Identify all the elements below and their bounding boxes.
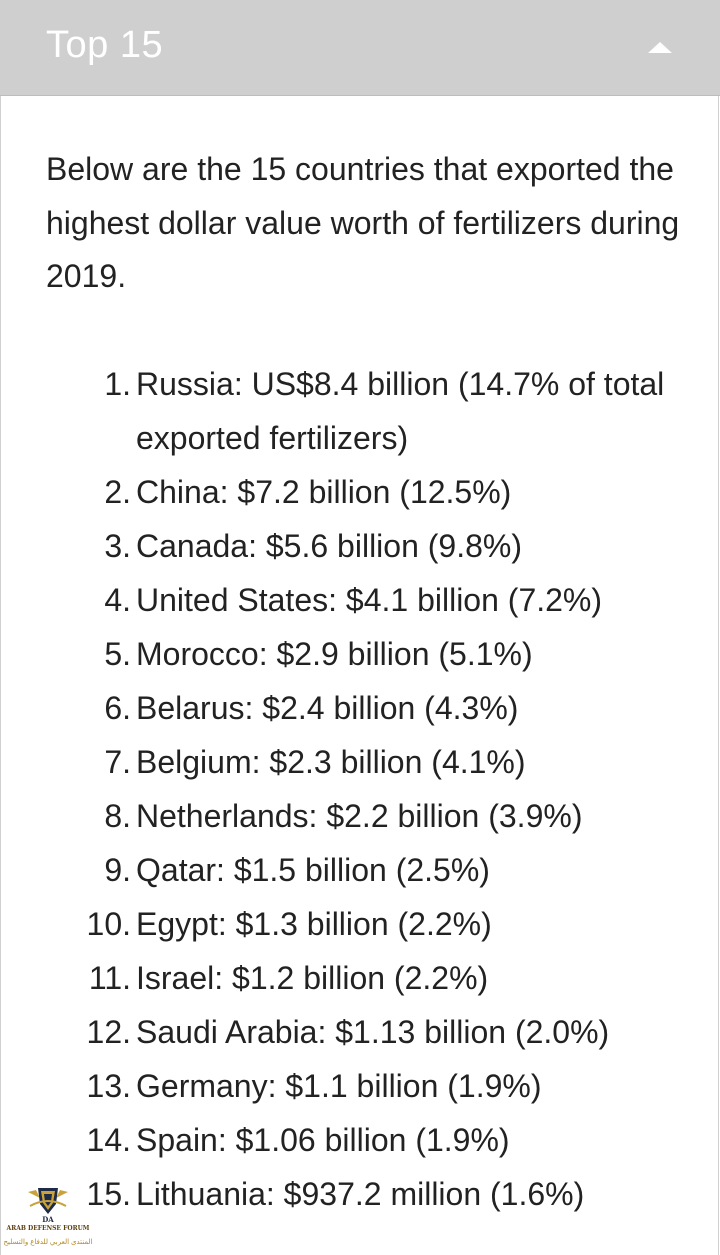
list-item-number: 15.	[86, 1176, 131, 1212]
list-item-text: Germany: $1.1 billion (1.9%)	[136, 1068, 542, 1104]
list-item-number: 2.	[104, 474, 131, 510]
list-item-number: 6.	[104, 690, 131, 726]
eagle-shield-logo	[26, 1184, 70, 1224]
list-item-number: 7.	[104, 744, 131, 780]
list-item-number: 5.	[104, 636, 131, 672]
watermark-brand: ARAB DEFENSE FORUM	[6, 1225, 90, 1232]
list-item	[0, 951, 720, 1005]
list-item-text: Spain: $1.06 billion (1.9%)	[136, 1122, 510, 1158]
chevron-up-icon	[640, 30, 680, 66]
list-item	[0, 843, 720, 897]
list-item-number: 14.	[86, 1122, 131, 1158]
collapse-button[interactable]	[640, 30, 680, 66]
list-item-text: Israel: $1.2 billion (2.2%)	[136, 960, 489, 996]
list-item	[0, 465, 720, 519]
intro-paragraph: Below are the 15 countries that exported the highest dollar value worth of fertilizers during 2019.	[46, 151, 680, 294]
list-item-number: 8.	[104, 798, 131, 834]
list-item-number: 11.	[88, 960, 131, 996]
list-item-number: 10.	[86, 906, 131, 942]
list-item	[0, 735, 720, 789]
ranking-list	[0, 357, 720, 1221]
list-item-text: Belarus: $2.4 billion (4.3%)	[136, 690, 519, 726]
list-item-number: 3.	[104, 528, 131, 564]
list-item-text: Qatar: $1.5 billion (2.5%)	[136, 852, 490, 888]
list-item-text: Canada: $5.6 billion (9.8%)	[136, 528, 523, 564]
list-item-text: Netherlands: $2.2 billion (3.9%)	[136, 798, 583, 834]
list-item-text: Russia: US$8.4 billion (14.7% of total exported fertilizers)	[136, 366, 665, 456]
list-item-text: Saudi Arabia: $1.13 billion (2.0%)	[136, 1014, 610, 1050]
list-item	[0, 681, 720, 735]
list-item-text: Lithuania: $937.2 million (1.6%)	[136, 1176, 585, 1212]
list-item	[0, 1167, 720, 1221]
watermark-tagline: المنتدى العربي للدفاع والتسليح	[3, 1239, 93, 1246]
list-item-number: 4.	[104, 582, 131, 618]
svg-text:DA: DA	[42, 1215, 54, 1224]
list-item-number: 12.	[86, 1014, 131, 1050]
list-item-text: China: $7.2 billion (12.5%)	[136, 474, 512, 510]
list-item	[0, 357, 720, 465]
list-item	[0, 1005, 720, 1059]
list-item-text: Belgium: $2.3 billion (4.1%)	[136, 744, 526, 780]
list-item-number: 9.	[104, 852, 131, 888]
list-item-number: 13.	[86, 1068, 131, 1104]
list-item-text: Morocco: $2.9 billion (5.1%)	[136, 636, 533, 672]
list-item	[0, 627, 720, 681]
list-item	[0, 573, 720, 627]
list-item-number: 1.	[104, 366, 131, 402]
forum-watermark	[0, 1180, 96, 1255]
list-item	[0, 789, 720, 843]
list-item	[0, 1113, 720, 1167]
list-item	[0, 1059, 720, 1113]
list-item	[0, 519, 720, 573]
section-header[interactable]	[0, 0, 720, 96]
list-item-text: Egypt: $1.3 billion (2.2%)	[136, 906, 492, 942]
section-title: Top 15	[46, 24, 164, 66]
list-item	[0, 897, 720, 951]
list-item-text: United States: $4.1 billion (7.2%)	[136, 582, 603, 618]
